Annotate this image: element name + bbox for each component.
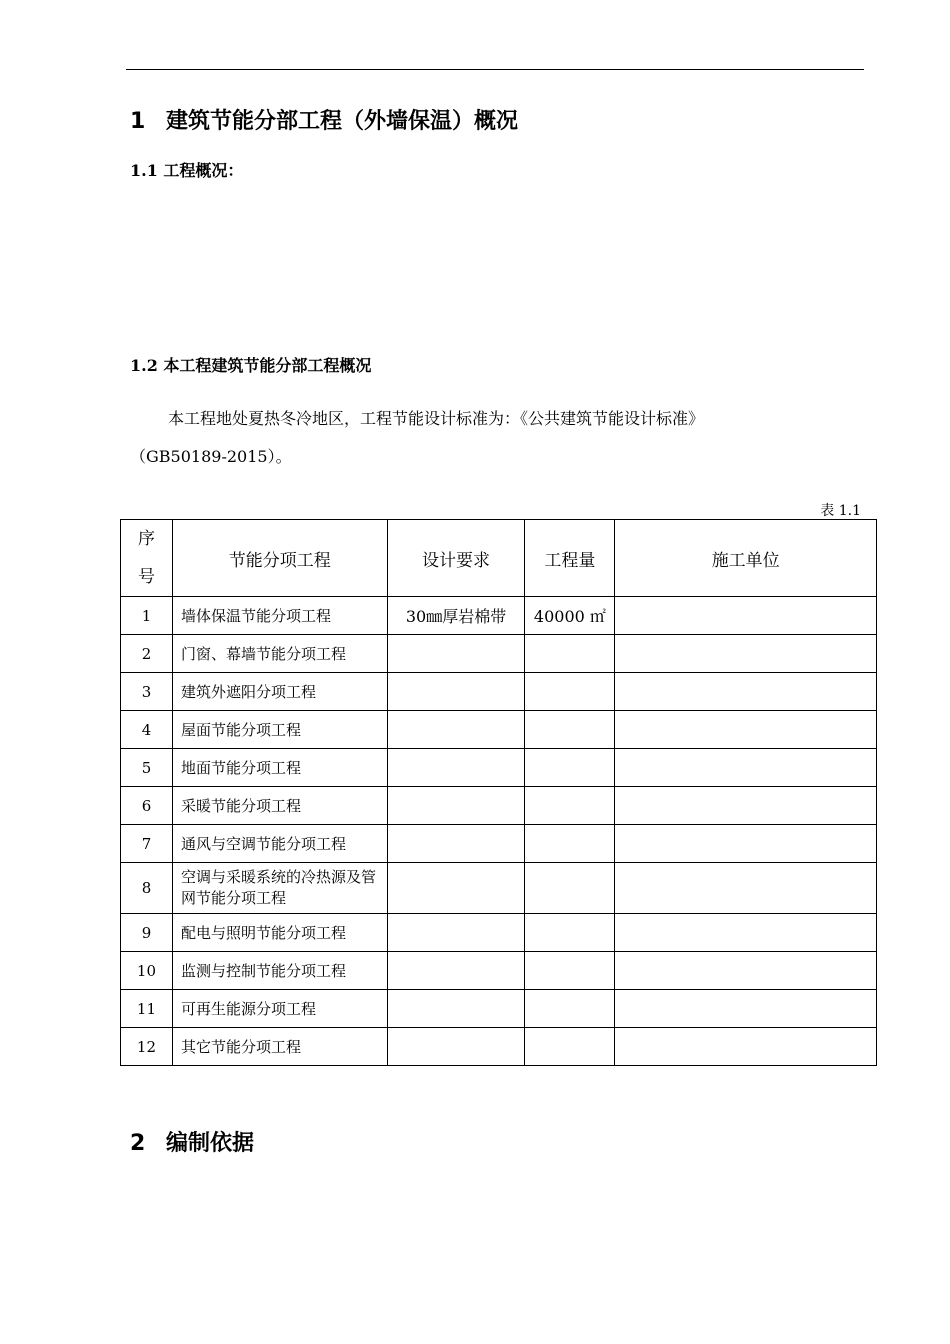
cell-name: 采暖节能分项工程 bbox=[172, 787, 387, 825]
cell-seq: 7 bbox=[121, 825, 173, 863]
cell-requirement bbox=[387, 1028, 525, 1066]
cell-requirement bbox=[387, 863, 525, 914]
table-header-row bbox=[121, 520, 877, 597]
table-row bbox=[121, 635, 877, 673]
cell-contractor bbox=[615, 711, 877, 749]
header-contractor: 施工单位 bbox=[615, 520, 877, 597]
cell-seq: 12 bbox=[121, 1028, 173, 1066]
cell-contractor bbox=[615, 673, 877, 711]
header-seq bbox=[121, 520, 173, 597]
cell-quantity bbox=[525, 1028, 615, 1066]
cell-seq: 9 bbox=[121, 914, 173, 952]
table-row bbox=[121, 863, 877, 914]
cell-quantity: 40000 ㎡ bbox=[525, 597, 615, 635]
cell-name: 地面节能分项工程 bbox=[172, 749, 387, 787]
cell-name: 可再生能源分项工程 bbox=[172, 990, 387, 1028]
table-row bbox=[121, 787, 877, 825]
header-quantity: 工程量 bbox=[525, 520, 615, 597]
paragraph-line-2: （GB50189-2015）。 bbox=[130, 447, 292, 466]
section-1-heading bbox=[130, 104, 518, 135]
section-1-number: 1 bbox=[130, 109, 146, 134]
cell-requirement bbox=[387, 635, 525, 673]
cell-contractor bbox=[615, 1028, 877, 1066]
cell-contractor bbox=[615, 825, 877, 863]
section-1-title: 建筑节能分部工程（外墙保温）概况 bbox=[166, 109, 519, 134]
table-row bbox=[121, 825, 877, 863]
cell-seq: 11 bbox=[121, 990, 173, 1028]
cell-requirement bbox=[387, 749, 525, 787]
cell-seq: 4 bbox=[121, 711, 173, 749]
subsection-1-1-title: 1.1 工程概况： bbox=[130, 161, 244, 180]
cell-requirement bbox=[387, 990, 525, 1028]
cell-requirement bbox=[387, 825, 525, 863]
cell-contractor bbox=[615, 952, 877, 990]
cell-seq: 1 bbox=[121, 597, 173, 635]
header-seq-line1: 序 bbox=[137, 529, 155, 549]
cell-requirement bbox=[387, 711, 525, 749]
cell-quantity bbox=[525, 749, 615, 787]
cell-quantity bbox=[525, 711, 615, 749]
cell-requirement bbox=[387, 787, 525, 825]
cell-name: 墙体保温节能分项工程 bbox=[172, 597, 387, 635]
cell-contractor bbox=[615, 597, 877, 635]
cell-seq: 3 bbox=[121, 673, 173, 711]
cell-name: 配电与照明节能分项工程 bbox=[172, 914, 387, 952]
table-row bbox=[121, 952, 877, 990]
cell-contractor bbox=[615, 990, 877, 1028]
paragraph-line-1: 本工程地处夏热冬冷地区，工程节能设计标准为：《公共建筑节能设计标准》 bbox=[168, 409, 705, 428]
section-2-title: 编制依据 bbox=[166, 1131, 255, 1156]
cell-quantity bbox=[525, 673, 615, 711]
section-2-number: 2 bbox=[130, 1131, 146, 1156]
cell-seq: 10 bbox=[121, 952, 173, 990]
cell-quantity bbox=[525, 914, 615, 952]
cell-contractor bbox=[615, 635, 877, 673]
cell-seq: 2 bbox=[121, 635, 173, 673]
cell-seq: 5 bbox=[121, 749, 173, 787]
cell-seq: 8 bbox=[121, 863, 173, 914]
cell-quantity bbox=[525, 635, 615, 673]
cell-quantity bbox=[525, 787, 615, 825]
table-row bbox=[121, 990, 877, 1028]
header-seq-line2: 号 bbox=[137, 567, 155, 587]
table-row bbox=[121, 914, 877, 952]
cell-contractor bbox=[615, 749, 877, 787]
cell-requirement bbox=[387, 952, 525, 990]
cell-name: 其它节能分项工程 bbox=[172, 1028, 387, 1066]
table-row bbox=[121, 673, 877, 711]
table-row bbox=[121, 1028, 877, 1066]
header-requirement: 设计要求 bbox=[387, 520, 525, 597]
cell-name: 通风与空调节能分项工程 bbox=[172, 825, 387, 863]
cell-quantity bbox=[525, 952, 615, 990]
header-name: 节能分项工程 bbox=[172, 520, 387, 597]
table-row bbox=[121, 597, 877, 635]
cell-name: 空调与采暖系统的冷热源及管网节能分项工程 bbox=[172, 863, 387, 914]
table-row bbox=[121, 749, 877, 787]
cell-quantity bbox=[525, 863, 615, 914]
cell-contractor bbox=[615, 863, 877, 914]
cell-requirement bbox=[387, 914, 525, 952]
cell-quantity bbox=[525, 990, 615, 1028]
cell-contractor bbox=[615, 914, 877, 952]
cell-name: 屋面节能分项工程 bbox=[172, 711, 387, 749]
subsection-1-2-title: 1.2 本工程建筑节能分部工程概况 bbox=[130, 356, 372, 375]
cell-contractor bbox=[615, 787, 877, 825]
table-caption: 表 1.1 bbox=[820, 503, 861, 519]
cell-name: 门窗、幕墙节能分项工程 bbox=[172, 635, 387, 673]
cell-name: 建筑外遮阳分项工程 bbox=[172, 673, 387, 711]
cell-name: 监测与控制节能分项工程 bbox=[172, 952, 387, 990]
cell-requirement: 30㎜厚岩棉带 bbox=[387, 597, 525, 635]
cell-requirement bbox=[387, 673, 525, 711]
header-rule bbox=[126, 69, 864, 70]
cell-seq: 6 bbox=[121, 787, 173, 825]
section-2-heading bbox=[130, 1126, 254, 1157]
energy-project-table bbox=[120, 519, 877, 1066]
table-row bbox=[121, 711, 877, 749]
cell-quantity bbox=[525, 825, 615, 863]
